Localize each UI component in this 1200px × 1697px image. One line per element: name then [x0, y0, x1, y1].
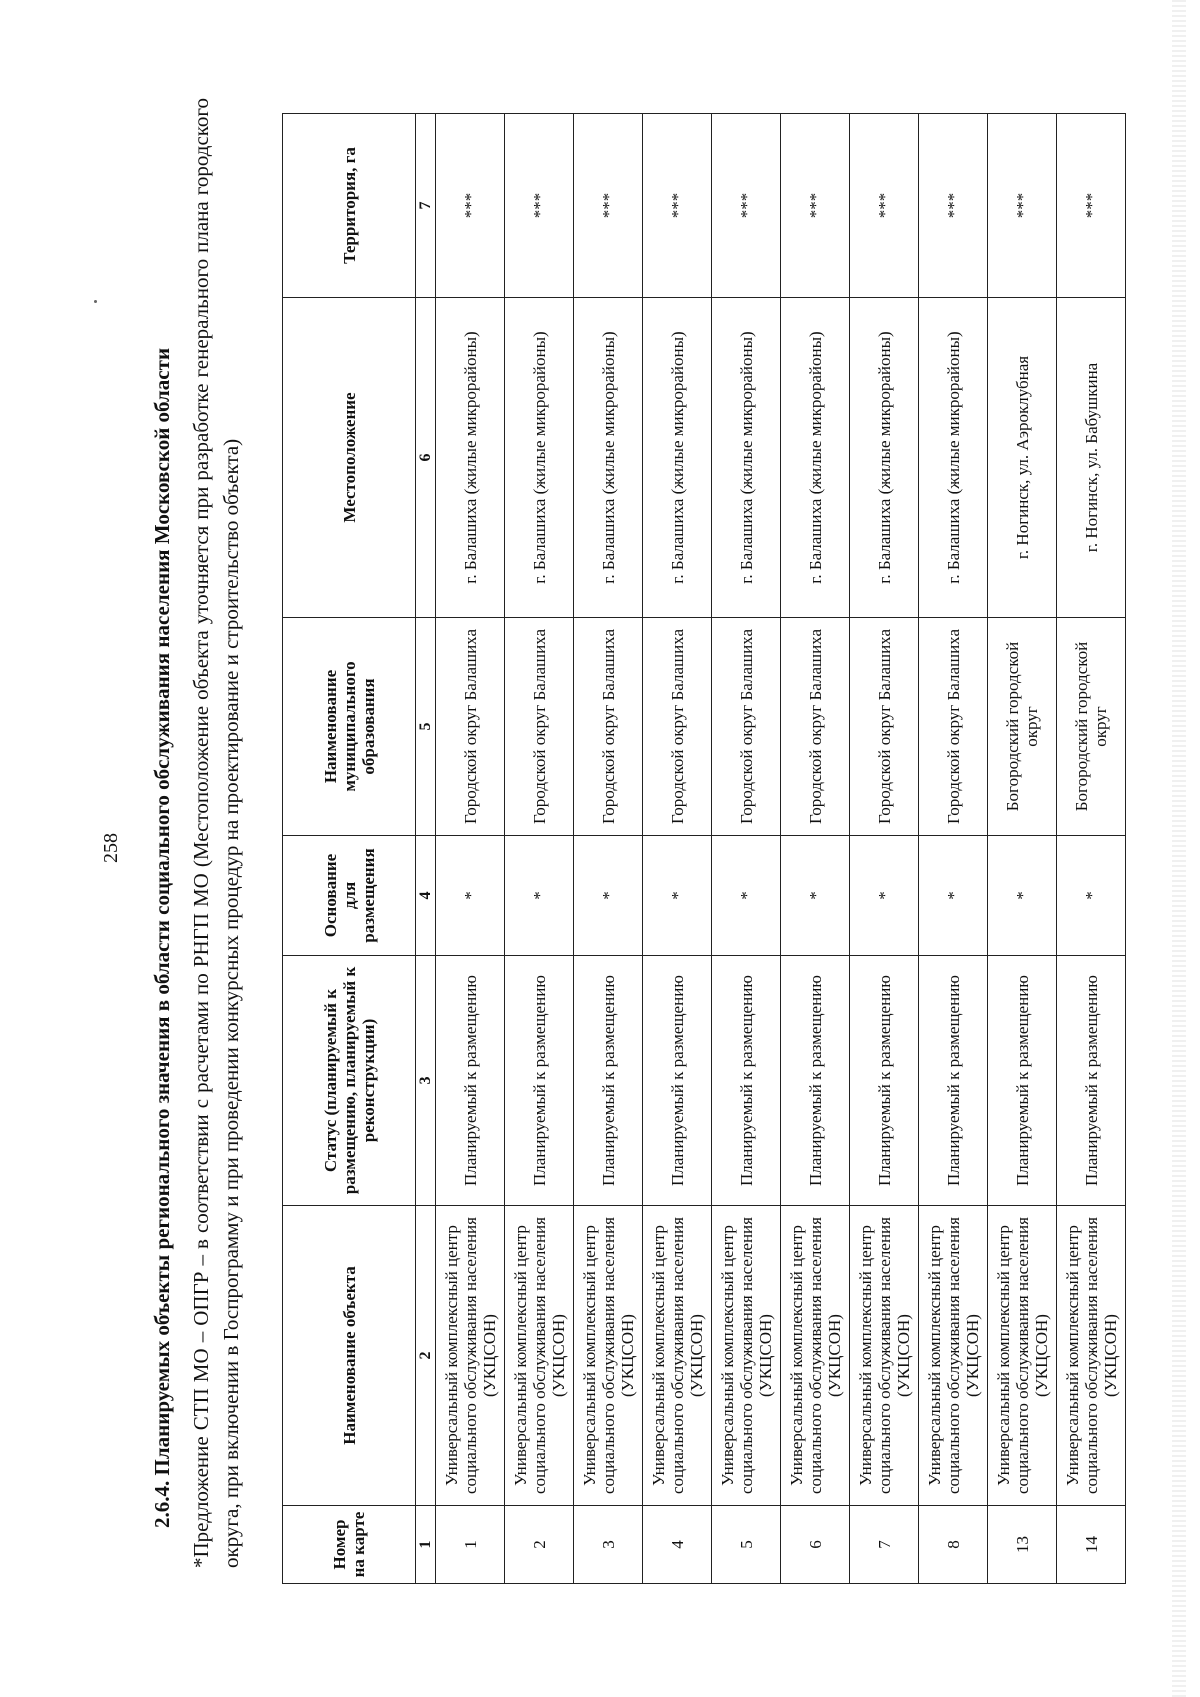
- cell-status: Планируемый к размещению: [505, 956, 574, 1206]
- cell-basis: *: [919, 836, 988, 956]
- cell-location: г. Ногинск, ул. Бабушкина: [1057, 298, 1126, 618]
- cell-location: г. Балашиха (жилые микрорайоны): [781, 298, 850, 618]
- cell-status: Планируемый к размещению: [850, 956, 919, 1206]
- cell-number: 3: [574, 1506, 643, 1584]
- cell-municipality: Городской округ Балашиха: [505, 618, 574, 836]
- cell-status: Планируемый к размещению: [919, 956, 988, 1206]
- rotated-content: [90, 98, 1120, 1598]
- table-row: [1057, 114, 1126, 1584]
- cell-basis: *: [850, 836, 919, 956]
- cell-municipality: Городской округ Балашиха: [850, 618, 919, 836]
- column-number-row: [416, 114, 436, 1584]
- column-number: 1: [416, 1506, 436, 1584]
- table-row: [988, 114, 1057, 1584]
- cell-area: ***: [988, 114, 1057, 298]
- section-heading: 2.6.4. Планируемых объекты регионального значения в области социального обслуживания населения Московской области: [150, 347, 174, 1528]
- cell-municipality: Городской округ Балашиха: [643, 618, 712, 836]
- cell-basis: *: [574, 836, 643, 956]
- cell-number: 13: [988, 1506, 1057, 1584]
- footnote-paragraph: *Предложение СТП МО – ОПГР – в соответствии с расчетами по РНГП МО (Местоположение объекта уточняется при разработке генерального плана городского округа, при включении в Госпрограмму и при проведении конкурсных процедур на проектирование и строительство объекта): [189, 98, 243, 1568]
- cell-status: Планируемый к размещению: [988, 956, 1057, 1206]
- cell-basis: *: [781, 836, 850, 956]
- cell-location: г. Ногинск, ул. Аэроклубная: [988, 298, 1057, 618]
- cell-basis: *: [988, 836, 1057, 956]
- cell-municipality: Богородский городской округ: [988, 618, 1057, 836]
- table-row: [850, 114, 919, 1584]
- cell-municipality: Городской округ Балашиха: [781, 618, 850, 836]
- cell-municipality: Городской округ Балашиха: [919, 618, 988, 836]
- cell-basis: *: [1057, 836, 1126, 956]
- cell-object-name: Универсальный комплексный центр социального обслуживания населения (УКЦСОН): [505, 1206, 574, 1506]
- cell-basis: *: [712, 836, 781, 956]
- header-cell: Местоположение: [283, 298, 416, 618]
- cell-object-name: Универсальный комплексный центр социального обслуживания населения (УКЦСОН): [574, 1206, 643, 1506]
- cell-status: Планируемый к размещению: [1057, 956, 1126, 1206]
- cell-status: Планируемый к размещению: [781, 956, 850, 1206]
- cell-number: 7: [850, 1506, 919, 1584]
- cell-location: г. Балашиха (жилые микрорайоны): [850, 298, 919, 618]
- cell-object-name: Универсальный комплексный центр социального обслуживания населения (УКЦСОН): [988, 1206, 1057, 1506]
- table-row: [505, 114, 574, 1584]
- column-number: 6: [416, 298, 436, 618]
- cell-status: Планируемый к размещению: [712, 956, 781, 1206]
- cell-object-name: Универсальный комплексный центр социального обслуживания населения (УКЦСОН): [1057, 1206, 1126, 1506]
- cell-object-name: Универсальный комплексный центр социального обслуживания населения (УКЦСОН): [850, 1206, 919, 1506]
- header-cell: Статус (планируемый к размещению, планируемый к реконструкции): [283, 956, 416, 1206]
- cell-object-name: Универсальный комплексный центр социального обслуживания населения (УКЦСОН): [436, 1206, 505, 1506]
- cell-number: 5: [712, 1506, 781, 1584]
- cell-area: ***: [574, 114, 643, 298]
- column-number: 5: [416, 618, 436, 836]
- cell-location: г. Балашиха (жилые микрорайоны): [712, 298, 781, 618]
- scan-edge-stripe: [1172, 0, 1186, 1697]
- cell-object-name: Универсальный комплексный центр социального обслуживания населения (УКЦСОН): [919, 1206, 988, 1506]
- cell-object-name: Универсальный комплексный центр социального обслуживания населения (УКЦСОН): [781, 1206, 850, 1506]
- cell-area: ***: [850, 114, 919, 298]
- cell-area: ***: [505, 114, 574, 298]
- cell-location: г. Балашиха (жилые микрорайоны): [505, 298, 574, 618]
- cell-location: г. Балашиха (жилые микрорайоны): [643, 298, 712, 618]
- cell-municipality: Богородский городской округ: [1057, 618, 1126, 836]
- cell-status: Планируемый к размещению: [436, 956, 505, 1206]
- cell-municipality: Городской округ Балашиха: [574, 618, 643, 836]
- cell-number: 4: [643, 1506, 712, 1584]
- cell-object-name: Универсальный комплексный центр социального обслуживания населения (УКЦСОН): [643, 1206, 712, 1506]
- column-number: 2: [416, 1206, 436, 1506]
- cell-basis: *: [436, 836, 505, 956]
- cell-municipality: Городской округ Балашиха: [712, 618, 781, 836]
- header-cell: Наименование муниципального образования: [283, 618, 416, 836]
- header-cell: Основание для размещения: [283, 836, 416, 956]
- cell-basis: *: [505, 836, 574, 956]
- objects-table: [282, 113, 1126, 1584]
- cell-area: ***: [712, 114, 781, 298]
- cell-object-name: Универсальный комплексный центр социального обслуживания населения (УКЦСОН): [712, 1206, 781, 1506]
- cell-basis: *: [643, 836, 712, 956]
- table-header-row: [283, 114, 416, 1584]
- header-cell: Территория, га: [283, 114, 416, 298]
- table-row: [712, 114, 781, 1584]
- cell-number: 1: [436, 1506, 505, 1584]
- column-number: 7: [416, 114, 436, 298]
- table-row: [781, 114, 850, 1584]
- cell-number: 6: [781, 1506, 850, 1584]
- cell-area: ***: [436, 114, 505, 298]
- cell-area: ***: [919, 114, 988, 298]
- cell-status: Планируемый к размещению: [643, 956, 712, 1206]
- column-number: 4: [416, 836, 436, 956]
- cell-location: г. Балашиха (жилые микрорайоны): [919, 298, 988, 618]
- page-number: 258: [100, 833, 122, 863]
- column-number: 3: [416, 956, 436, 1206]
- cell-number: 14: [1057, 1506, 1126, 1584]
- table-body: [436, 114, 1126, 1584]
- cell-municipality: Городской округ Балашиха: [436, 618, 505, 836]
- cell-area: ***: [643, 114, 712, 298]
- table-row: [919, 114, 988, 1584]
- header-cell: Номер на карте: [283, 1506, 416, 1584]
- cell-location: г. Балашиха (жилые микрорайоны): [436, 298, 505, 618]
- table-row: [574, 114, 643, 1584]
- cell-status: Планируемый к размещению: [574, 956, 643, 1206]
- header-cell: Наименование объекта: [283, 1206, 416, 1506]
- cell-number: 8: [919, 1506, 988, 1584]
- cell-area: ***: [1057, 114, 1126, 298]
- table-row: [643, 114, 712, 1584]
- cell-number: 2: [505, 1506, 574, 1584]
- cell-area: ***: [781, 114, 850, 298]
- cell-location: г. Балашиха (жилые микрорайоны): [574, 298, 643, 618]
- table-row: [436, 114, 505, 1584]
